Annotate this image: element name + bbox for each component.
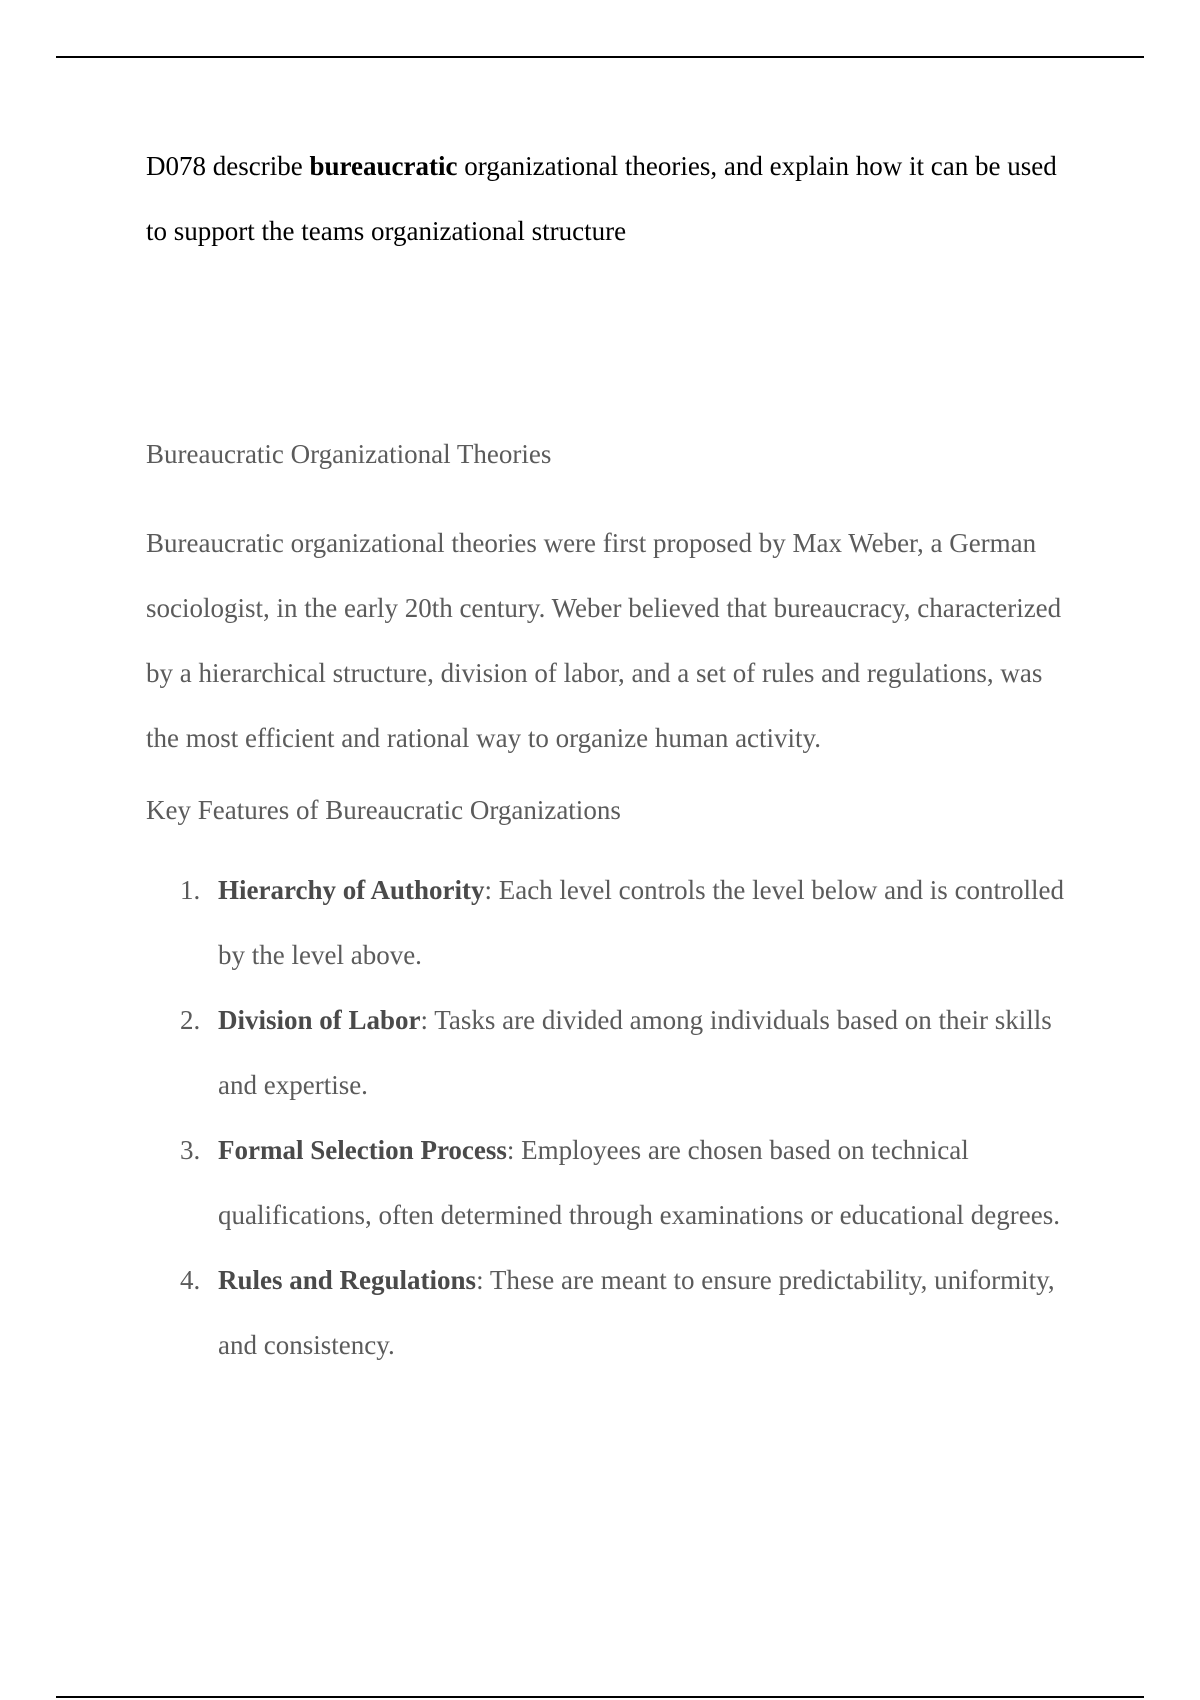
list-number: 3. bbox=[180, 1135, 201, 1165]
page-bottom-rule bbox=[56, 1696, 1144, 1698]
question-bold-term: bureaucratic bbox=[309, 151, 458, 181]
list-item bbox=[146, 1248, 1076, 1378]
section-title: Bureaucratic Organizational Theories bbox=[146, 439, 552, 469]
features-list bbox=[146, 858, 1076, 1378]
feature-description: : Each level controls the level below and is controlled by the level above. bbox=[218, 875, 1065, 970]
question-prompt bbox=[146, 134, 1076, 264]
list-number: 4. bbox=[180, 1265, 201, 1295]
feature-term: Division of Labor bbox=[218, 1005, 421, 1035]
list-item bbox=[146, 988, 1076, 1118]
feature-term: Formal Selection Process bbox=[218, 1135, 507, 1165]
list-number: 2. bbox=[180, 1005, 201, 1035]
feature-description: : Employees are chosen based on technical qualifications, often determined through examinations or educational degrees. bbox=[218, 1135, 1060, 1230]
list-item bbox=[146, 858, 1076, 988]
feature-term: Rules and Regulations bbox=[218, 1265, 477, 1295]
question-prefix: D078 describe bbox=[146, 151, 310, 181]
features-title: Key Features of Bureaucratic Organizations bbox=[146, 795, 621, 825]
feature-description: : Tasks are divided among individuals based on their skills and expertise. bbox=[218, 1005, 1052, 1100]
intro-paragraph: Bureaucratic organizational theories were first proposed by Max Weber, a German sociologist, in the early 20th century. Weber believed that bureaucracy, characterized by a hierarchical structure, division of labor, and a set of rules and regulations, was the most efficient and rational way to organize human activity. bbox=[146, 528, 1062, 753]
list-item bbox=[146, 1118, 1076, 1248]
question-suffix: organizational theories, and explain how it can be used to support the teams organizational structure bbox=[146, 151, 1057, 246]
page-top-rule bbox=[56, 56, 1144, 58]
feature-description: : These are meant to ensure predictability, uniformity, and consistency. bbox=[218, 1265, 1055, 1360]
list-number: 1. bbox=[180, 875, 201, 905]
feature-term: Hierarchy of Authority bbox=[218, 875, 485, 905]
